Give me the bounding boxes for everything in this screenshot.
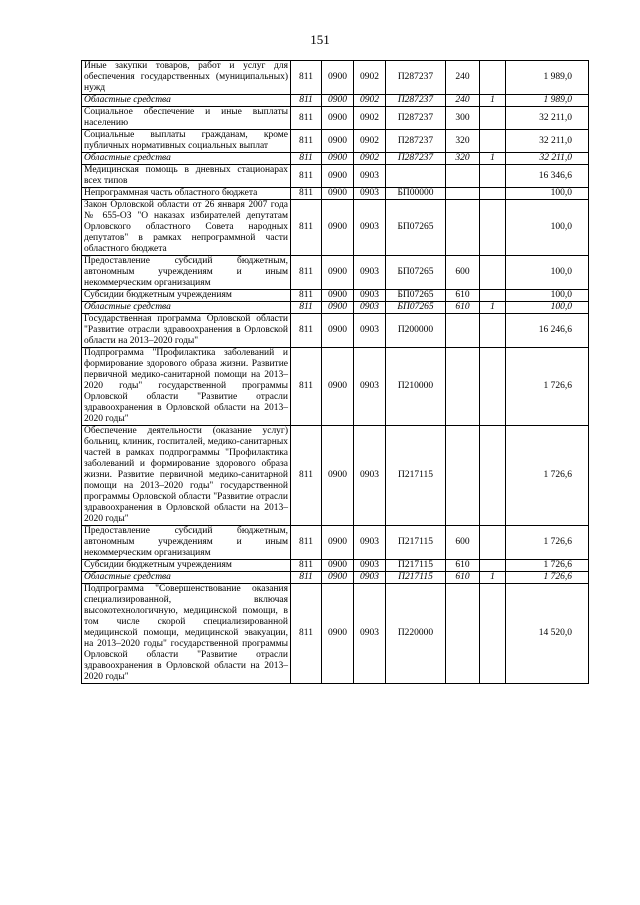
row-target-article-cell: П217115	[386, 526, 446, 560]
row-source-cell: 1	[480, 153, 506, 165]
row-grbs-cell: 811	[291, 188, 322, 200]
row-target-article-cell: П287237	[386, 95, 446, 107]
table-row	[82, 348, 589, 426]
table-row	[82, 560, 589, 572]
row-grbs-cell: 811	[291, 526, 322, 560]
row-section-cell: 0900	[322, 426, 354, 526]
row-sum-cell: 14 520,0	[506, 584, 589, 684]
row-source-cell: 1	[480, 95, 506, 107]
row-subsection-cell: 0903	[354, 584, 386, 684]
row-expense-type-cell: 610	[446, 560, 480, 572]
row-section-cell: 0900	[322, 290, 354, 302]
row-source-cell: 1	[480, 302, 506, 314]
row-section-cell: 0900	[322, 130, 354, 153]
row-expense-type-cell	[446, 426, 480, 526]
row-section-cell: 0900	[322, 107, 354, 130]
table-row	[82, 188, 589, 200]
table-row	[82, 95, 589, 107]
row-grbs-cell: 811	[291, 61, 322, 95]
row-expense-type-cell	[446, 584, 480, 684]
row-sum-cell: 100,0	[506, 188, 589, 200]
table-row	[82, 572, 589, 584]
row-source-cell	[480, 314, 506, 348]
table-row	[82, 302, 589, 314]
row-subsection-cell: 0903	[354, 526, 386, 560]
row-grbs-cell: 811	[291, 107, 322, 130]
row-expense-type-cell: 610	[446, 302, 480, 314]
table-row	[82, 165, 589, 188]
row-subsection-cell: 0902	[354, 61, 386, 95]
row-sum-cell: 1 726,6	[506, 572, 589, 584]
row-target-article-cell: БП07265	[386, 256, 446, 290]
row-source-cell: 1	[480, 572, 506, 584]
row-sum-cell: 1 726,6	[506, 560, 589, 572]
row-subsection-cell: 0903	[354, 165, 386, 188]
row-subsection-cell: 0903	[354, 256, 386, 290]
row-name-cell: Субсидии бюджетным учреждениям	[82, 560, 291, 572]
row-section-cell: 0900	[322, 61, 354, 95]
row-name-cell: Обеспечение деятельности (оказание услуг) больниц, клиник, госпиталей, медико-санитарных частей в рамках подпрограммы "Профилактика заболеваний и формирование здорового образа жизни. Развитие первичной медико-санитарной помощи на 2013–2020 годы" государственной программы Орловской области "Развитие отрасли здравоохранения в Орловской области на 2013–2020 годы"	[82, 426, 291, 526]
row-source-cell	[480, 256, 506, 290]
row-grbs-cell: 811	[291, 256, 322, 290]
row-name-cell: Областные средства	[82, 95, 291, 107]
row-section-cell: 0900	[322, 302, 354, 314]
row-section-cell: 0900	[322, 153, 354, 165]
row-section-cell: 0900	[322, 188, 354, 200]
row-name-cell: Областные средства	[82, 302, 291, 314]
row-source-cell	[480, 290, 506, 302]
table-row	[82, 107, 589, 130]
row-expense-type-cell: 600	[446, 256, 480, 290]
row-sum-cell: 1 989,0	[506, 95, 589, 107]
table-body	[82, 61, 589, 684]
row-section-cell: 0900	[322, 256, 354, 290]
row-target-article-cell	[386, 165, 446, 188]
table-row	[82, 584, 589, 684]
row-section-cell: 0900	[322, 348, 354, 426]
row-grbs-cell: 811	[291, 302, 322, 314]
row-grbs-cell: 811	[291, 560, 322, 572]
row-expense-type-cell	[446, 200, 480, 256]
row-subsection-cell: 0903	[354, 314, 386, 348]
row-subsection-cell: 0902	[354, 153, 386, 165]
row-subsection-cell: 0903	[354, 348, 386, 426]
row-source-cell	[480, 348, 506, 426]
row-grbs-cell: 811	[291, 290, 322, 302]
row-source-cell	[480, 584, 506, 684]
row-source-cell	[480, 107, 506, 130]
row-name-cell: Подпрограмма "Совершенствование оказания специализированной, включая высокотехнологичную, медицинской помощи, в том числе скорой специализированной медицинской помощи, медицинской эвакуации, на 2013–2020 годы" государственной программы Орловской области "Развитие отрасли здравоохранения в Орловской области на 2013–2020 годы"	[82, 584, 291, 684]
row-section-cell: 0900	[322, 560, 354, 572]
row-section-cell: 0900	[322, 584, 354, 684]
row-expense-type-cell: 320	[446, 153, 480, 165]
row-target-article-cell: БП07265	[386, 302, 446, 314]
row-grbs-cell: 811	[291, 348, 322, 426]
row-name-cell: Социальное обеспечение и иные выплаты населению	[82, 107, 291, 130]
row-target-article-cell: П220000	[386, 584, 446, 684]
row-sum-cell: 100,0	[506, 256, 589, 290]
row-subsection-cell: 0903	[354, 188, 386, 200]
row-sum-cell: 100,0	[506, 200, 589, 256]
row-target-article-cell: П200000	[386, 314, 446, 348]
row-sum-cell: 16 246,6	[506, 314, 589, 348]
row-name-cell: Предоставление субсидий бюджетным, автономным учреждениям и иным некоммерческим организациям	[82, 526, 291, 560]
row-sum-cell: 1 726,6	[506, 348, 589, 426]
row-sum-cell: 32 211,0	[506, 130, 589, 153]
table-row	[82, 130, 589, 153]
row-expense-type-cell: 610	[446, 290, 480, 302]
row-name-cell: Субсидии бюджетным учреждениям	[82, 290, 291, 302]
row-target-article-cell: П287237	[386, 61, 446, 95]
row-expense-type-cell: 240	[446, 61, 480, 95]
row-grbs-cell: 811	[291, 584, 322, 684]
row-subsection-cell: 0903	[354, 560, 386, 572]
row-name-cell: Социальные выплаты гражданам, кроме публичных нормативных социальных выплат	[82, 130, 291, 153]
row-source-cell	[480, 200, 506, 256]
row-target-article-cell: П217115	[386, 426, 446, 526]
table-row	[82, 290, 589, 302]
table-row	[82, 526, 589, 560]
row-name-cell: Медицинская помощь в дневных стационарах всех типов	[82, 165, 291, 188]
row-subsection-cell: 0903	[354, 290, 386, 302]
table-row	[82, 153, 589, 165]
row-section-cell: 0900	[322, 314, 354, 348]
row-name-cell: Областные средства	[82, 153, 291, 165]
row-expense-type-cell: 600	[446, 526, 480, 560]
row-source-cell	[480, 188, 506, 200]
row-expense-type-cell: 240	[446, 95, 480, 107]
row-name-cell: Подпрограмма "Профилактика заболеваний и формирование здорового образа жизни. Развитие первичной медико-санитарной помощи на 2013–2020 годы" государственной программы Орловской области "Развитие отрасли здравоохранения в Орловской области на 2013–2020 годы"	[82, 348, 291, 426]
row-subsection-cell: 0902	[354, 107, 386, 130]
row-source-cell	[480, 165, 506, 188]
row-target-article-cell: БП00000	[386, 188, 446, 200]
row-sum-cell: 32 211,0	[506, 153, 589, 165]
row-section-cell: 0900	[322, 95, 354, 107]
row-section-cell: 0900	[322, 200, 354, 256]
row-grbs-cell: 811	[291, 572, 322, 584]
row-target-article-cell: П210000	[386, 348, 446, 426]
table-row	[82, 200, 589, 256]
row-section-cell: 0900	[322, 165, 354, 188]
row-grbs-cell: 811	[291, 95, 322, 107]
row-grbs-cell: 811	[291, 314, 322, 348]
row-subsection-cell: 0903	[354, 200, 386, 256]
row-grbs-cell: 811	[291, 200, 322, 256]
row-target-article-cell: П217115	[386, 572, 446, 584]
row-name-cell: Иные закупки товаров, работ и услуг для обеспечения государственных (муниципальных) нужд	[82, 61, 291, 95]
table-row	[82, 314, 589, 348]
row-name-cell: Непрограммная часть областного бюджета	[82, 188, 291, 200]
row-name-cell: Закон Орловской области от 26 января 2007 года № 655-ОЗ "О наказах избирателей депутатам Орловского областного Совета народных депутатов" в рамках непрограммной части областного бюджета	[82, 200, 291, 256]
row-expense-type-cell	[446, 314, 480, 348]
row-expense-type-cell: 320	[446, 130, 480, 153]
row-sum-cell: 100,0	[506, 290, 589, 302]
row-sum-cell: 100,0	[506, 302, 589, 314]
budget-table	[81, 60, 589, 684]
row-grbs-cell: 811	[291, 130, 322, 153]
table-row	[82, 256, 589, 290]
row-section-cell: 0900	[322, 572, 354, 584]
page-number: 151	[310, 32, 330, 47]
row-sum-cell: 16 346,6	[506, 165, 589, 188]
row-expense-type-cell	[446, 348, 480, 426]
row-grbs-cell: 811	[291, 426, 322, 526]
row-target-article-cell: П287237	[386, 107, 446, 130]
row-expense-type-cell	[446, 188, 480, 200]
row-name-cell: Областные средства	[82, 572, 291, 584]
row-sum-cell: 1 726,6	[506, 526, 589, 560]
row-subsection-cell: 0903	[354, 302, 386, 314]
row-expense-type-cell	[446, 165, 480, 188]
row-source-cell	[480, 560, 506, 572]
row-target-article-cell: П287237	[386, 153, 446, 165]
row-sum-cell: 32 211,0	[506, 107, 589, 130]
row-target-article-cell: П287237	[386, 130, 446, 153]
row-source-cell	[480, 426, 506, 526]
row-grbs-cell: 811	[291, 153, 322, 165]
row-source-cell	[480, 526, 506, 560]
row-expense-type-cell: 610	[446, 572, 480, 584]
row-subsection-cell: 0902	[354, 130, 386, 153]
row-subsection-cell: 0902	[354, 95, 386, 107]
row-sum-cell: 1 989,0	[506, 61, 589, 95]
row-sum-cell: 1 726,6	[506, 426, 589, 526]
row-subsection-cell: 0903	[354, 426, 386, 526]
table-row	[82, 61, 589, 95]
row-target-article-cell: П217115	[386, 560, 446, 572]
row-subsection-cell: 0903	[354, 572, 386, 584]
row-source-cell	[480, 61, 506, 95]
row-section-cell: 0900	[322, 526, 354, 560]
row-name-cell: Предоставление субсидий бюджетным, автономным учреждениям и иным некоммерческим организациям	[82, 256, 291, 290]
row-source-cell	[480, 130, 506, 153]
row-expense-type-cell: 300	[446, 107, 480, 130]
row-target-article-cell: БП07265	[386, 200, 446, 256]
row-target-article-cell: БП07265	[386, 290, 446, 302]
table-row	[82, 426, 589, 526]
row-grbs-cell: 811	[291, 165, 322, 188]
row-name-cell: Государственная программа Орловской области "Развитие отрасли здравоохранения в Орловской области на 2013–2020 годы"	[82, 314, 291, 348]
